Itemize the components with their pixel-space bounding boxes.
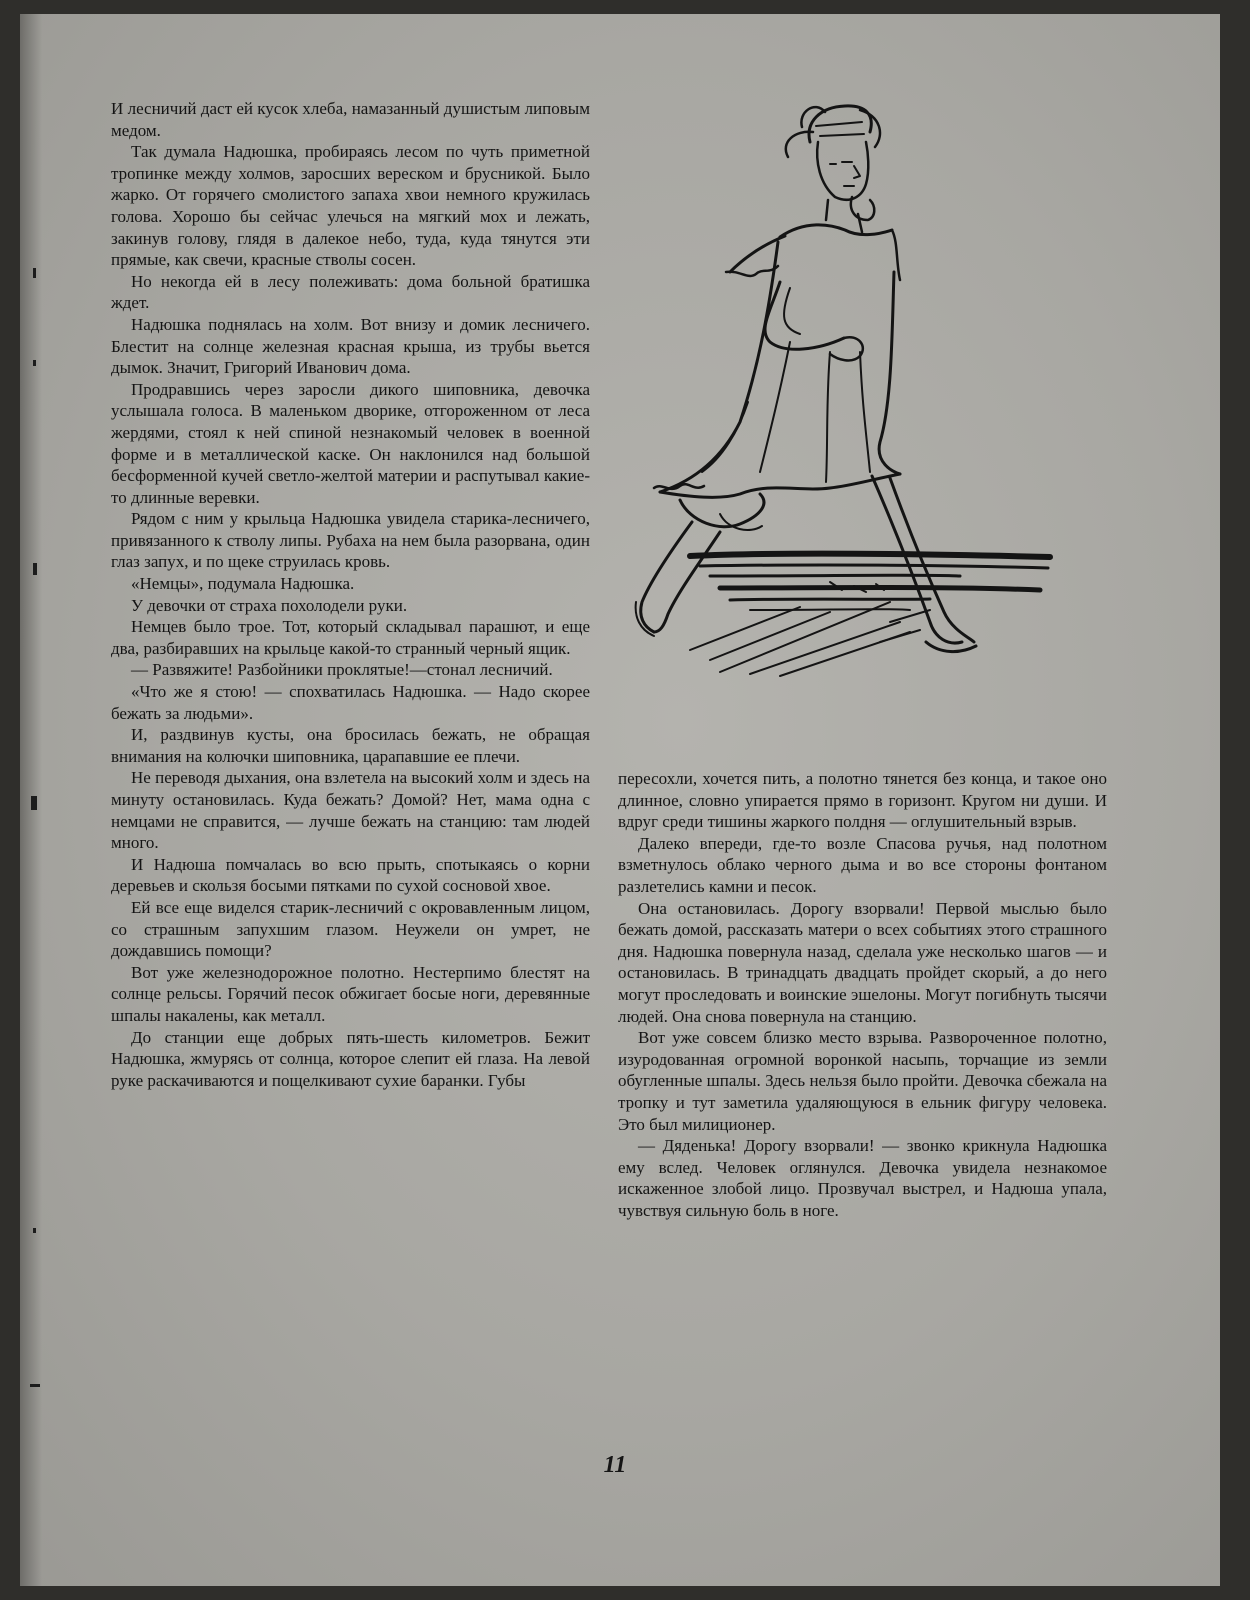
page-number: 11: [603, 1452, 627, 1478]
paragraph: И лесничий даст ей кусок хлеба, намазанный душистым липовым медом.: [111, 99, 590, 140]
paragraph: До станции еще добрых пять-шесть километров. Бежит Надюшка, жмурясь от солнца, которое слепит ей глаза. На левой руке раскачиваются и пощелкивают сухие баранки. Губы: [111, 1027, 590, 1090]
text-column-right: [618, 768, 1107, 1221]
paragraph: И, раздвинув кусты, она бросилась бежать, не обращая внимания на колючки шиповника, царапавшие ее плечи.: [111, 725, 590, 766]
paragraph: «Что же я стою! — спохватилась Надюшка. — Надо скорее бежать за людьми».: [111, 682, 590, 723]
paragraph: — Развяжите! Разбойники проклятые!—стонал лесничий.: [131, 660, 553, 680]
running-girl-sketch-icon: [630, 102, 1080, 692]
text-column-left: [111, 98, 590, 1091]
paragraph: «Немцы», подумала Надюшка.: [131, 574, 355, 594]
paragraph: пересохли, хочется пить, а полотно тянется без конца, и такое оно длинное, словно упирается прямо в горизонт. Кругом ни души. И вдруг среди тишины жаркого полдня — оглушительный взрыв.: [618, 769, 1107, 832]
margin-mark: [31, 796, 37, 810]
paragraph: — Дяденька! Дорогу взорвали! — звонко крикнула Надюшка ему вслед. Человек оглянулся. Девочка увидела незнакомое искаженное злобой лицо. Прозвучал выстрел, и Надюша упала, чувствуя сильную боль в ноге.: [618, 1136, 1107, 1220]
paragraph: И Надюша помчалась во всю прыть, спотыкаясь о корни деревьев и скользя босыми пятками по сухой сосновой хвое.: [111, 854, 590, 896]
paragraph: Надюшка поднялась на холм. Вот внизу и домик лесничего. Блестит на солнце железная красная крыша, из трубы вьется дымок. Значит, Григорий Иванович дома.: [111, 314, 590, 378]
margin-mark: [30, 1384, 40, 1387]
paragraph: Не переводя дыхания, она взлетела на высокий холм и здесь на минуту остановилась. Куда бежать? Домой? Нет, мама одна с немцами не справится, — лучше бежать на станцию: там людей много.: [111, 768, 590, 853]
paragraph: Продравшись через заросли дикого шиповника, девочка услышала голоса. В маленьком дворике, отгороженном от леса жердями, стоял к ней спиной незнакомый человек в военной форме и в металлической каске. Он наклонился над большой бесформенной кучей светло-желтой материи и распутывал какие-то длинные веревки.: [111, 379, 590, 507]
paragraph: Так думала Надюшка, пробираясь лесом по чуть приметной тропинке между холмов, заросших вереском и брусникой. Было жарко. От горячего смолистого запаха хвои немного кружилась голова. Хорошо бы сейчас улечься на мягкий мох и лежать, закинув голову, глядя в далекое небо, туда, куда тянутся эти прямые, как свечи, красные стволы сосен.: [111, 142, 590, 270]
margin-mark: [33, 360, 36, 366]
margin-mark: [33, 1228, 36, 1233]
paragraph: Ей все еще виделся старик-лесничий с окровавленным лицом, со страшным запухшим глазом. Неужели он умрет, не дождавшись помощи?: [111, 897, 590, 961]
paragraph: Вот уже совсем близко место взрыва. Развороченное полотно, изуродованная огромной воронкой насыпь, торчащие из земли обугленные шпалы. Здесь нельзя было пройти. Девочка сбежала на тропку и тут заметила удаляющуюся в ельник фигуру человека. Это был милиционер.: [618, 1028, 1107, 1134]
paragraph: Немцев было трое. Тот, который складывал парашют, и еще два, разбиравших на крыльце какой-то странный черный ящик.: [111, 617, 590, 658]
paragraph: Вот уже железнодорожное полотно. Нестерпимо блестят на солнце рельсы. Горячий песок обжигает босые ноги, деревянные шпалы накалены, как металл.: [111, 962, 590, 1025]
margin-mark: [33, 563, 37, 575]
paragraph: Она остановилась. Дорогу взорвали! Первой мыслью было бежать домой, рассказать матери о всех событиях этого страшного дня. Надюшка повернула назад, сделала уже несколько шагов — и остановилась. В тринадцать двадцать пройдет скорый, а до него могут проследовать и воинские эшелоны. Могут погибнуть тысячи людей. Она снова повернула на станцию.: [618, 898, 1107, 1026]
margin-mark: [33, 268, 36, 278]
paragraph: Рядом с ним у крыльца Надюшка увидела старика-лесничего, привязанного к стволу липы. Рубаха на нем была разорвана, один глаз запух, и по щеке струилась кровь.: [111, 509, 590, 572]
paragraph: Но некогда ей в лесу полеживать: дома больной братишка ждет.: [111, 271, 590, 313]
paragraph: У девочки от страха похолодели руки.: [131, 595, 408, 615]
paragraph: Далеко впереди, где-то возле Спасова ручья, над полотном взметнулось облако черного дыма и во все стороны фонтаном разлетелись камни и песок.: [618, 833, 1107, 896]
